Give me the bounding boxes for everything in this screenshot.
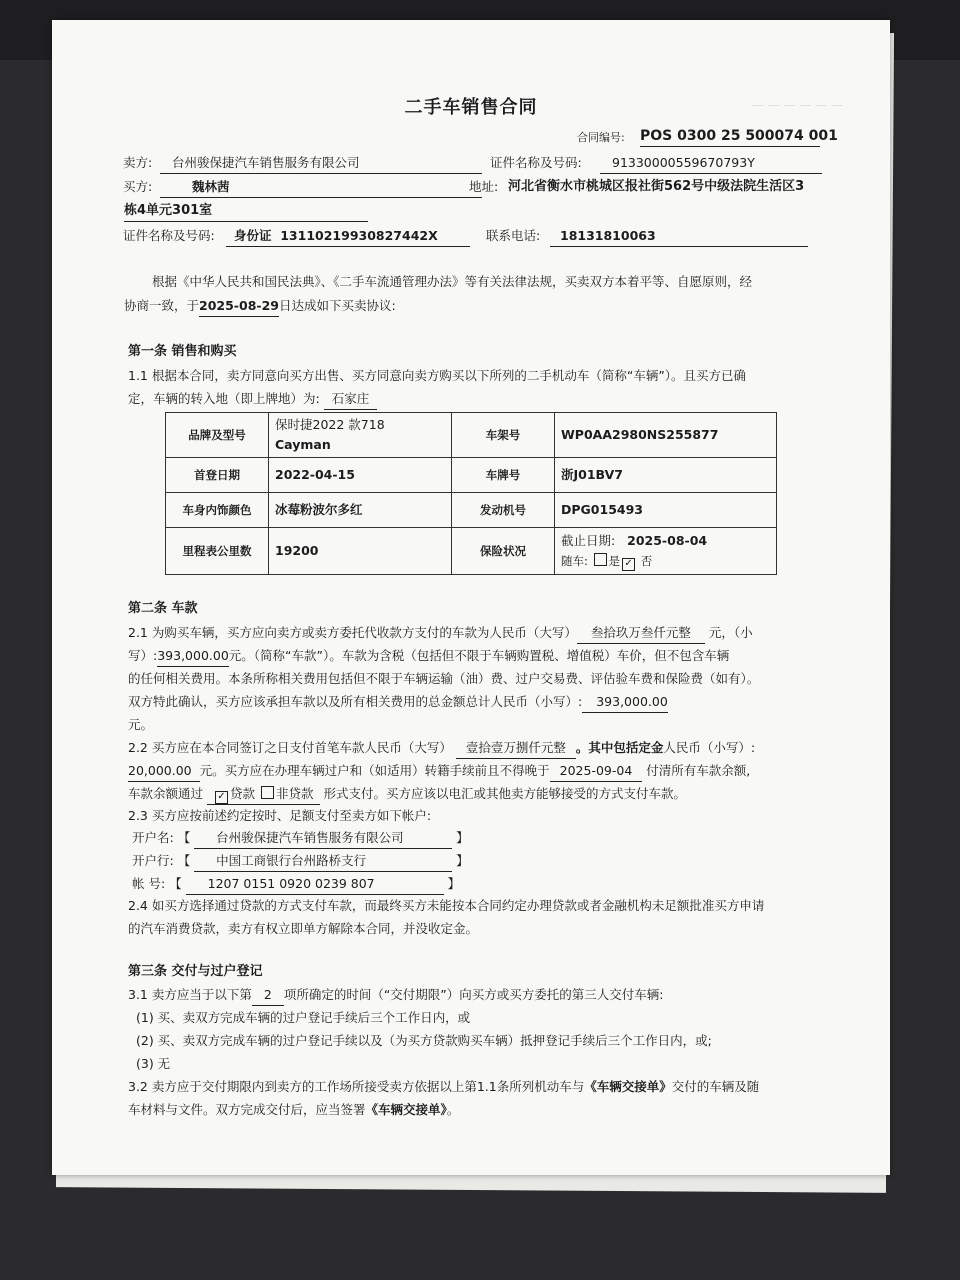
deposit-text: 。其中包括定金 — [575, 740, 664, 755]
text: 3.1 卖方应当于以下第 — [128, 987, 252, 1002]
vehicle-table — [165, 412, 777, 575]
article-2-2-line-3 — [128, 784, 686, 805]
price-amount: 393,000.00 — [157, 646, 229, 667]
account-bank-row: 开户行: 【 中国工商银行台州路桥支行 】 — [132, 851, 469, 872]
table-row — [166, 493, 777, 528]
transfer-city: 石家庄 — [324, 389, 378, 410]
article-3-1 — [128, 985, 663, 1006]
table-row — [166, 413, 777, 458]
engine-label: 发动机号 — [452, 493, 555, 528]
account-no-row: 帐 号: 【 1207 0151 0920 0239 807 】 — [132, 874, 460, 895]
insurance-no: 否 — [640, 554, 653, 568]
text: 3.2 卖方应于交付期限内到卖方的工作场所接受卖方依据以上第1.1条所列机动车与 — [128, 1079, 585, 1094]
article-1-1-text: 定，车辆的转入地（即上牌地）为: — [128, 391, 320, 406]
text: 车款余额通过 — [128, 786, 204, 801]
table-row — [166, 458, 777, 493]
article-2-2-line-1 — [128, 738, 755, 759]
text: 付清所有车款余额, — [646, 763, 751, 778]
insurance-follow — [561, 551, 770, 571]
article-2-4-line-1: 2.4 如买方选择通过贷款的方式支付车款，而最终买方未能按本合同约定办理贷款或者金融机构未足额批准买方申请 — [128, 898, 765, 913]
color-label: 车身内饰颜色 — [166, 493, 269, 528]
article-2-1-line-1 — [128, 623, 753, 644]
seller-name: 台州骏保捷汽车销售服务有限公司 — [160, 153, 482, 174]
text: 写）: — [128, 648, 158, 663]
reg-date-value: 2022-04-15 — [269, 458, 452, 493]
balance-due-date: 2025-09-04 — [550, 761, 643, 782]
intro-text-end: 日达成如下买卖协议: — [278, 298, 396, 313]
insurance-end-label: 截止日期: — [561, 533, 616, 548]
buyer-id — [226, 226, 470, 247]
article-2-1-line-5: 元。 — [128, 717, 154, 732]
contract-page — [52, 20, 890, 1175]
account-bank-label: 开户行: — [132, 853, 174, 868]
insurance-yes: 是 — [608, 554, 621, 568]
buyer-id-label: 证件名称及号码: — [123, 228, 215, 243]
intro-line-1: 根据《中华人民共和国民法典》、《二手车流通管理办法》等有关法律法规，买卖双方本着平等、自愿原则，经 — [152, 274, 753, 289]
selected-item: 2 — [252, 985, 284, 1006]
brand-label: 品牌及型号 — [166, 413, 269, 458]
insurance-end — [561, 531, 770, 551]
price-upper: 叁拾玖万叁仟元整 — [577, 623, 705, 644]
reg-date-label: 首登日期 — [166, 458, 269, 493]
article-2-1-line-4 — [128, 692, 668, 713]
brand-value — [269, 413, 452, 458]
text: 元。（简称“车款”）。车款为含税（包括但不限于车辆购置税、增值税）车价，但不包含车辆 — [228, 648, 730, 663]
article-2-title: 第二条 车款 — [128, 601, 198, 616]
seller-id-label: 证件名称及号码: — [490, 155, 582, 170]
buyer-name: 魏林茜 — [160, 177, 482, 198]
seller-id: 91330000559670793Y — [600, 153, 822, 174]
handover-form: 《车辆交接单》 — [584, 1079, 672, 1094]
text: 2.2 买方应在本合同签订之日支付首笔车款人民币（大写） — [128, 740, 452, 755]
account-name-row: 开户名: 【 台州骏保捷汽车销售服务有限公司 】 — [132, 828, 469, 849]
article-1-1-line-2 — [128, 389, 377, 410]
account-no-label: 帐 号: — [132, 876, 166, 891]
page-title: 二手车销售合同 — [404, 97, 538, 118]
brand-line-1: 保时捷2022 款718 — [275, 417, 385, 432]
insurance-follow-label: 随车: — [561, 554, 588, 568]
vin-label: 车架号 — [452, 413, 555, 458]
deposit-amount: 20,000.00 — [128, 761, 200, 782]
insurance-label: 保险状况 — [452, 528, 555, 575]
loan-option: 贷款 — [230, 786, 256, 801]
mileage-label: 里程表公里数 — [166, 528, 269, 575]
article-3-option-2: (2) 买、卖双方完成车辆的过户登记手续以及（为买方贷款购买车辆）抵押登记手续后三个工作日内，或; — [136, 1033, 712, 1048]
total-amount: 393,000.00 — [582, 692, 668, 713]
text: 车材料与文件。双方完成交付后，应当签署 — [128, 1102, 366, 1117]
vin-value: WP0AA2980NS255877 — [555, 413, 777, 458]
intro-line-2 — [124, 296, 396, 317]
article-2-3: 2.3 买方应按前述约定按时、足额支付至卖方如下帐户: — [128, 808, 432, 823]
text: 2.1 为购买车辆，买方应向卖方或卖方委托代收款方支付的车款为人民币（大写） — [128, 625, 577, 640]
engine-value: DPG015493 — [555, 493, 777, 528]
article-2-1-line-3: 的任何相关费用。本条所称相关费用包括但不限于车辆运输（油）费、过户交易费、评估验车费和保险费（如有）。 — [128, 671, 760, 686]
buyer-label: 买方: — [123, 179, 153, 194]
contract-no: POS 0300 25 500074 001 — [640, 126, 820, 147]
non-loan-option: 非贷款 — [276, 786, 314, 801]
table-row — [166, 528, 777, 575]
checkbox-checked-icon: ✓ — [215, 791, 228, 804]
intro-text: 协商一致，于 — [124, 298, 200, 313]
article-2-2-line-2 — [128, 761, 750, 782]
checkbox-empty-icon — [594, 553, 607, 566]
article-1-title: 第一条 销售和购买 — [128, 344, 237, 359]
first-payment-upper: 壹拾壹万捌仟元整 — [456, 738, 576, 759]
buyer-id-number: 13110219930827442X — [280, 228, 438, 243]
article-2-1-line-2 — [128, 646, 729, 667]
checkbox-checked-icon: ✓ — [622, 558, 635, 571]
account-name: 台州骏保捷汽车销售服务有限公司 — [194, 828, 452, 849]
article-3-2-line-1 — [128, 1077, 759, 1097]
contract-no-label: 合同编号: — [577, 131, 625, 144]
address-label: 地址: — [469, 179, 499, 194]
checkbox-empty-icon — [261, 786, 274, 799]
address-line-2: 栋4单元301室 — [124, 201, 368, 222]
bleed-through: — — — — — — — [752, 98, 844, 112]
brand-line-2: Cayman — [275, 437, 331, 452]
plate-label: 车牌号 — [452, 458, 555, 493]
text: 形式支付。买方应该以电汇或其他卖方能够接受的方式支付车款。 — [323, 786, 687, 801]
text: 。 — [446, 1102, 460, 1117]
account-bank: 中国工商银行台州路桥支行 — [194, 851, 452, 872]
account-name-label: 开户名: — [132, 830, 174, 845]
account-no: 1207 0151 0920 0239 807 — [186, 874, 444, 895]
article-2-4-line-2: 的汽车消费贷款，卖方有权立即单方解除本合同，并没收定金。 — [128, 921, 479, 936]
payment-method — [207, 784, 320, 805]
article-3-option-3: (3) 无 — [136, 1056, 171, 1071]
text: 人民币（小写）: — [663, 740, 756, 755]
color-value: 冰莓粉波尔多红 — [269, 493, 452, 528]
intro-date: 2025-08-29 — [199, 296, 279, 317]
text: 交付的车辆及随 — [671, 1079, 760, 1094]
article-3-2-line-2 — [128, 1100, 459, 1120]
text: 元，（小 — [708, 625, 753, 640]
article-3-title: 第三条 交付与过户登记 — [128, 964, 263, 979]
seller-label: 卖方: — [123, 155, 153, 170]
text: 双方特此确认，买方应该承担车款以及所有相关费用的总金额总计人民币（小写）: — [128, 694, 583, 709]
buyer-id-type: 身份证 — [234, 228, 272, 243]
text: 项所确定的时间（“交付期限”）向买方或买方委托的第三人交付车辆: — [283, 987, 664, 1002]
mileage-value: 19200 — [269, 528, 452, 575]
article-3-option-1: (1) 买、卖双方完成车辆的过户登记手续后三个工作日内，或 — [136, 1010, 471, 1025]
insurance-value — [555, 528, 777, 575]
text: 元。买方应在办理车辆过户和（如适用）转籍手续前且不得晚于 — [199, 763, 550, 778]
phone-label: 联系电话: — [486, 228, 541, 243]
article-1-1-line-1: 1.1 根据本合同，卖方同意向买方出售、买方同意向卖方购买以下所列的二手机动车（简称“车辆”）。且买方已确 — [128, 368, 747, 383]
handover-form: 《车辆交接单》 — [365, 1102, 447, 1117]
plate-value: 浙J01BV7 — [555, 458, 777, 493]
address-line-1: 河北省衡水市桃城区报社街562号中级法院生活区3 — [508, 179, 805, 194]
phone: 18131810063 — [550, 226, 808, 247]
insurance-end-date: 2025-08-04 — [627, 533, 708, 548]
